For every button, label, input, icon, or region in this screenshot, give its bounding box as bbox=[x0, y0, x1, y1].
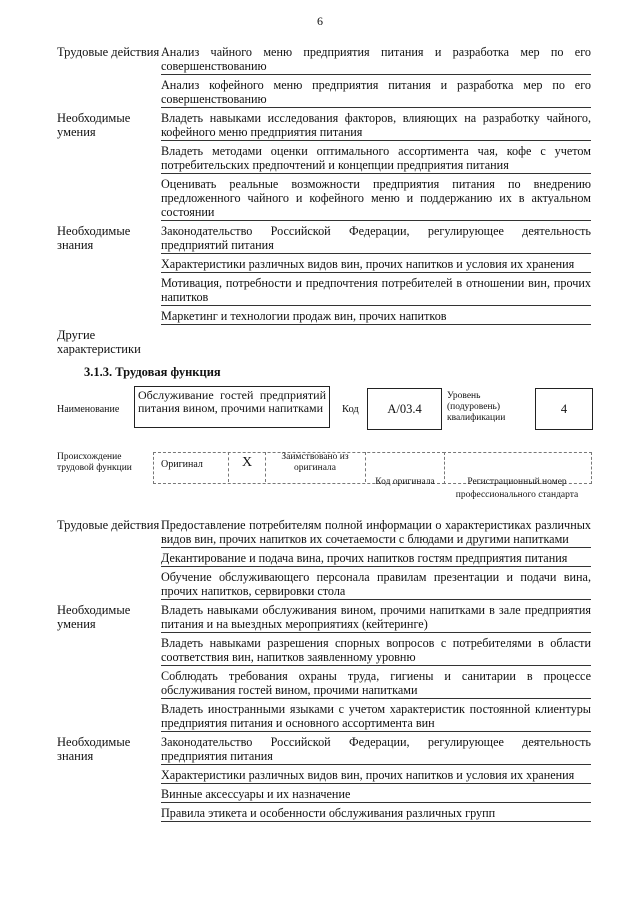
actions-list bbox=[161, 44, 591, 108]
skill-item: Владеть методами оценки оптимального ассортимента чая, кофе с учетом потребительских предпочтений и концепции предприятия питания bbox=[161, 144, 591, 172]
skill-item: Владеть иностранными языками с учетом характеристик постоянной клиентуры предприятия питания и основного ассортимента вин bbox=[161, 702, 591, 730]
original-label: Оригинал bbox=[161, 459, 203, 470]
origin-code-caption: Код оригинала bbox=[375, 477, 435, 487]
skill-item: Оценивать реальные возможности предприятия питания по внедрению предложенного чайного и кофейного меню и поддержанию их в актуальном состоянии bbox=[161, 177, 591, 219]
skills-list bbox=[161, 110, 591, 221]
knowledge-item: Мотивация, потребности и предпочтения потребителей в отношении вин, прочих напитков bbox=[161, 276, 591, 304]
knowledge-item: Правила этикета и особенности обслуживания различных групп bbox=[161, 805, 591, 822]
knowledge-row bbox=[57, 734, 591, 822]
actions-row bbox=[57, 44, 591, 108]
labor-function-block-1 bbox=[57, 44, 591, 356]
skill-item: Владеть навыками обслуживания вином, прочими напитками в зале предприятия питания и на выездных мероприятиях (кейтеринге) bbox=[161, 603, 591, 631]
borrowed-label: Заимствовано из оригинала bbox=[281, 452, 349, 473]
labor-function-block-2 bbox=[57, 517, 591, 822]
skills-row bbox=[57, 602, 591, 732]
skill-item: Владеть навыками исследования факторов, влияющих на разработку чайного, кофейного меню предприятия питания bbox=[161, 111, 591, 139]
name-label: Наименование bbox=[57, 404, 120, 415]
original-mark: X bbox=[242, 455, 253, 470]
actions-row bbox=[57, 517, 591, 600]
regnum-caption: Регистрационный номер профессионального стандарта bbox=[455, 477, 579, 500]
actions-list bbox=[161, 517, 591, 600]
level-value-box: 4 bbox=[535, 388, 593, 430]
skills-list bbox=[161, 602, 591, 732]
knowledge-row bbox=[57, 223, 591, 325]
action-item: Анализ кофейного меню предприятия питания и разработка мер по его совершенствованию bbox=[161, 78, 591, 106]
level-label: Уровень (подуровень) квалификации bbox=[447, 391, 506, 423]
knowledge-item: Винные аксессуары и их назначение bbox=[161, 786, 591, 803]
skills-label: Необходимые умения bbox=[57, 603, 131, 631]
knowledge-item: Законодательство Российской Федерации, регулирующее деятельность предприятия питания bbox=[161, 735, 591, 763]
action-item: Предоставление потребителям полной информации о характеристиках различных видов вин, прочих напитков их сочетаемости с блюдами и другими напитками bbox=[161, 518, 591, 546]
knowledge-item: Характеристики различных видов вин, прочих напитков и условия их хранения bbox=[161, 256, 591, 273]
skill-item: Владеть навыками разрешения спорных вопросов с потребителями в области соответствия вин, напитков заявленному уровню bbox=[161, 636, 591, 664]
knowledge-item: Маркетинг и технологии продаж вин, прочих напитков bbox=[161, 308, 591, 325]
code-label: Код bbox=[342, 404, 359, 415]
other-row bbox=[57, 327, 591, 356]
origin-label: Происхождение трудовой функции bbox=[57, 452, 132, 473]
knowledge-list bbox=[161, 223, 591, 325]
knowledge-item: Законодательство Российской Федерации, регулирующее деятельность предприятий питания bbox=[161, 224, 591, 252]
action-item: Обучение обслуживающего персонала правилам презентации и подачи вина, прочих напитков, сервировки стола bbox=[161, 570, 591, 598]
knowledge-item: Характеристики различных видов вин, прочих напитков и условия их хранения bbox=[161, 767, 591, 784]
other-label: Другие характеристики bbox=[57, 328, 141, 356]
skills-label: Необходимые умения bbox=[57, 111, 131, 139]
actions-label: Трудовые действия bbox=[57, 518, 160, 532]
action-item: Анализ чайного меню предприятия питания и разработка мер по его совершенствованию bbox=[161, 45, 591, 73]
actions-label: Трудовые действия bbox=[57, 45, 160, 59]
name-value-box: Обслуживание гостей предприятий питания вином, прочими напитками bbox=[134, 386, 330, 428]
code-value-box: А/03.4 bbox=[367, 388, 442, 430]
skill-item: Соблюдать требования охраны труда, гигиены и санитарии в процессе обслуживания гостей вином, прочими напитками bbox=[161, 669, 591, 697]
skills-row bbox=[57, 110, 591, 221]
page-number: 6 bbox=[317, 14, 323, 28]
knowledge-list bbox=[161, 734, 591, 822]
function-heading: 3.1.3. Трудовая функция bbox=[84, 365, 221, 379]
knowledge-label: Необходимые знания bbox=[57, 735, 131, 763]
knowledge-label: Необходимые знания bbox=[57, 224, 131, 252]
action-item: Декантирование и подача вина, прочих напитков гостям предприятия питания bbox=[161, 550, 591, 567]
